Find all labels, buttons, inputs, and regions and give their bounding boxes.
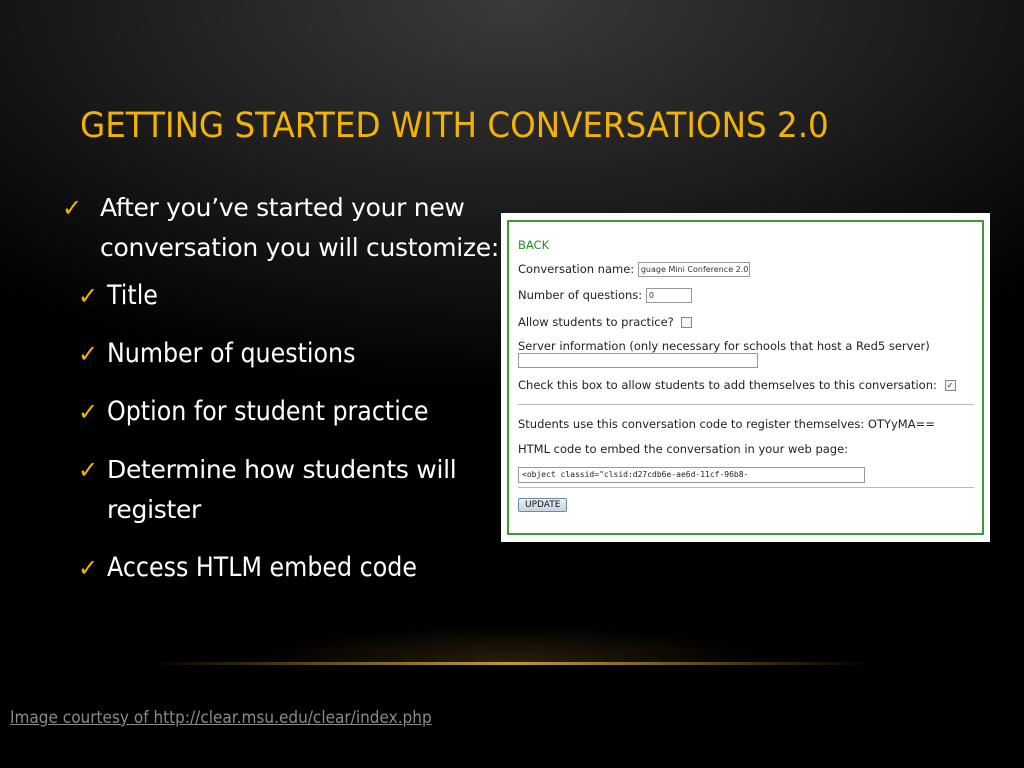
divider-glow-haze xyxy=(250,625,770,665)
conversation-name-label: Conversation name: xyxy=(518,262,635,276)
sub-bullet-text: Number of questions xyxy=(107,338,356,369)
checkmark-icon: ✓ xyxy=(78,456,99,484)
embed-code-label: HTML code to embed the conversation in your web page: xyxy=(518,442,849,456)
practice-checkbox[interactable] xyxy=(681,317,692,328)
conversation-name-input[interactable]: guage Mini Conference 2.0 xyxy=(638,262,750,277)
back-link[interactable]: BACK xyxy=(518,238,550,252)
checkmark-icon: ✓ xyxy=(78,554,99,582)
bullet-list xyxy=(62,188,502,606)
settings-form xyxy=(507,220,984,535)
checkmark-icon: ✓ xyxy=(78,340,99,368)
sub-bullet-text: Access HTLM embed code xyxy=(107,552,417,583)
checkmark-icon: ✓ xyxy=(78,398,99,426)
image-credit-link[interactable]: Image courtesy of http://clear.msu.edu/clear/index.php xyxy=(10,708,432,728)
sub-bullet-item xyxy=(62,450,502,530)
bullet-main-text: After you’ve started your new conversation you will customize: xyxy=(100,193,499,262)
slide-divider xyxy=(150,662,870,665)
sub-bullet-text: Option for student practice xyxy=(107,396,429,427)
form-divider xyxy=(518,404,974,405)
bullet-main xyxy=(62,188,500,268)
sub-bullet-item xyxy=(62,548,502,588)
practice-label: Allow students to practice? xyxy=(518,315,674,329)
sub-bullet-item xyxy=(62,276,502,316)
embed-code-field[interactable]: <object classid="clsid:d27cdb6e-ae6d-11cf-96b8- xyxy=(518,467,865,483)
slide-title: GETTING STARTED WITH CONVERSATIONS 2.0 xyxy=(80,106,829,146)
form-divider xyxy=(518,487,974,488)
self-register-checkbox[interactable]: ✓ xyxy=(945,380,956,391)
sub-bullet-text: Determine how students will register xyxy=(107,455,457,524)
server-info-input[interactable] xyxy=(518,353,758,368)
sub-bullet-item xyxy=(62,334,502,374)
sub-bullet-item xyxy=(62,392,502,432)
server-info-label: Server information (only necessary for schools that host a Red5 server) xyxy=(518,339,930,353)
self-register-label: Check this box to allow students to add themselves to this conversation: xyxy=(518,378,937,392)
checkmark-icon: ✓ xyxy=(62,194,83,222)
num-questions-input[interactable]: 0 xyxy=(646,288,692,303)
sub-bullet-text: Title xyxy=(107,280,158,311)
update-button[interactable]: UPDATE xyxy=(518,498,567,512)
sub-bullet-list xyxy=(62,276,502,588)
num-questions-label: Number of questions: xyxy=(518,288,643,302)
checkmark-icon: ✓ xyxy=(78,282,99,310)
conversation-code-text: Students use this conversation code to register themselves: OTYyMA== xyxy=(518,417,935,431)
settings-screenshot xyxy=(501,213,990,542)
